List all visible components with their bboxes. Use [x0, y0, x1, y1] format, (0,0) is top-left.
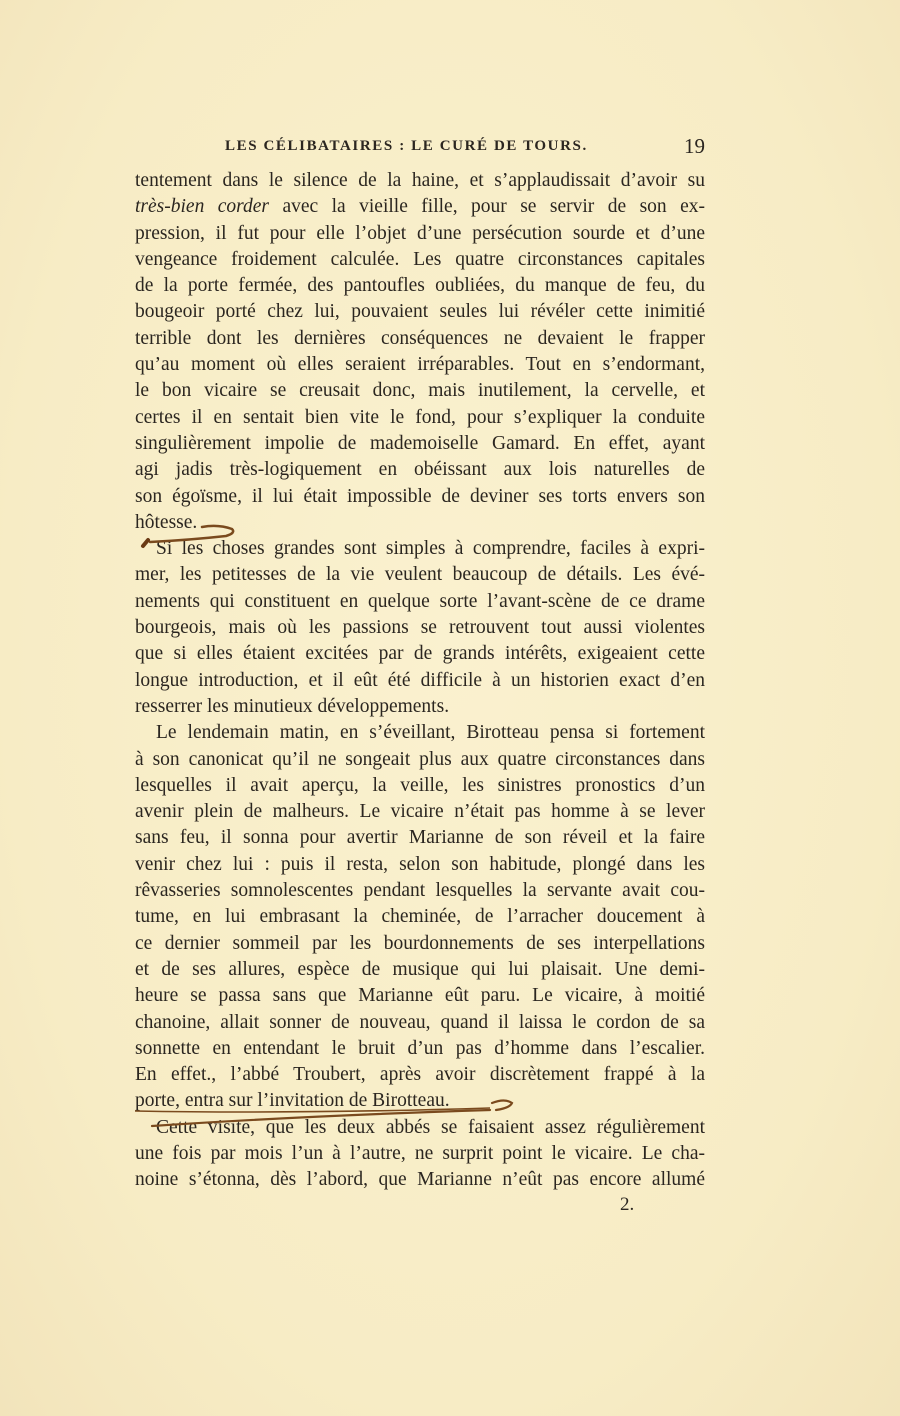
line-text: longue introduction, et il eût été difficile à un historien exact d’en: [135, 669, 705, 691]
line-text: singulièrement impolie de mademoiselle Gamard. En effet, ayant: [135, 432, 705, 454]
line-text: terrible dont les dernières conséquences ne devaient le frapper: [135, 327, 705, 349]
line-text: pression, il fut pour elle l’objet d’une persécution sourde et d’une: [135, 222, 705, 244]
line-text: ce dernier sommeil par les bourdonnements de ses interpellations: [135, 932, 705, 954]
signature-mark: 2.: [620, 1194, 635, 1215]
line-text: certes il en sentait bien vite le fond, pour s’expliquer la conduite: [135, 406, 705, 428]
line-text: bourgeois, mais où les passions se retrouvent tout aussi violentes: [135, 617, 705, 639]
line-text: lesquelles il avait aperçu, la veille, les sinistres pronostics d’un: [135, 774, 705, 796]
line-text: resserrer les minutieux développements.: [135, 695, 450, 717]
line-text: avenir plein de malheurs. Le vicaire n’était pas homme à se lever: [135, 801, 705, 823]
line-text: son égoïsme, il lui était impossible de deviner ses torts envers son: [135, 485, 705, 507]
line-text: noine s’étonna, dès l’abord, que Marianne n’eût pas encore allumé: [135, 1169, 705, 1191]
line-text: sans feu, il sonna pour avertir Marianne de son réveil et la faire: [135, 827, 705, 849]
line-text: mer, les petitesses de la vie veulent beaucoup de détails. Les évé-: [135, 564, 705, 586]
line-text: rêvasseries somnolescentes pendant lesquelles la servante avait cou-: [135, 880, 705, 902]
line-text: de la porte fermée, des pantoufles oubliées, du manque de feu, du: [135, 275, 705, 297]
line-text: Le lendemain matin, en s’éveillant, Birotteau pensa si fortement: [156, 722, 705, 744]
paragraph-mark-2: [152, 1101, 512, 1127]
line-text: vengeance froidement calculée. Les quatre circonstances capitales: [135, 248, 705, 270]
line-text: tume, en lui embrasant la cheminée, de l’arracher doucement à: [135, 906, 705, 928]
paragraph-mark-tick-1: [143, 540, 148, 546]
line-text: que si elles étaient excitées par de grands intérêts, exigeaient cette: [135, 643, 705, 665]
line-text: Si les choses grandes sont simples à comprendre, faciles à expri-: [156, 538, 705, 560]
page-number: 19: [684, 134, 705, 158]
running-title: LES CÉLIBATAIRES : LE CURÉ DE TOURS.: [225, 138, 588, 154]
line-text: qu’au moment où elles seraient irréparables. Tout en s’endormant,: [135, 354, 705, 376]
line-text: bougeoir porté chez lui, pouvaient seules lui révéler cette inimitié: [135, 301, 705, 323]
line-text: hôtesse.: [135, 511, 198, 533]
line-text: heure se passa sans que Marianne eût paru. Le vicaire, à moitié: [135, 985, 705, 1007]
line-text: porte, entra sur l’invitation de Birotteau.: [135, 1090, 450, 1112]
line-text: agi jadis très-logiquement en obéissant aux lois naturelles de: [135, 459, 705, 481]
line-text: chanoine, allait sonner de nouveau, quand il laissa le cordon de sa: [135, 1011, 705, 1033]
line-text: une fois par mois l’un à l’autre, ne surprit point le vicaire. Le cha-: [135, 1142, 705, 1164]
line-text: En effet., l’abbé Troubert, après avoir discrètement frappé à la: [135, 1064, 705, 1086]
line-text: venir chez lui : puis il resta, selon son habitude, plongé dans les: [135, 853, 705, 875]
line-text: à son canonicat qu’il ne songeait plus aux quatre circonstances dans: [135, 748, 705, 770]
paragraph-mark-1: [150, 526, 233, 542]
line-text: avec la vieille fille, pour se servir de son ex-: [269, 196, 705, 218]
line-text: tentement dans le silence de la haine, et s’applaudissait d’avoir su: [135, 170, 705, 191]
line-text: et de ses allures, espèce de musique qui lui plaisait. Une demi-: [135, 958, 705, 980]
line-text: nements qui constituent en quelque sorte l’avant-scène de ce drame: [135, 590, 705, 612]
line-text: sonnette en entendant le bruit d’un pas d’homme dans l’escalier.: [135, 1037, 705, 1059]
line-text: le bon vicaire se creusait donc, mais inutilement, la cervelle, et: [135, 380, 705, 402]
line-text: Cette visite, que les deux abbés se faisaient assez régulièrement: [156, 1116, 705, 1138]
italic-phrase: très-bien corder: [135, 196, 270, 218]
